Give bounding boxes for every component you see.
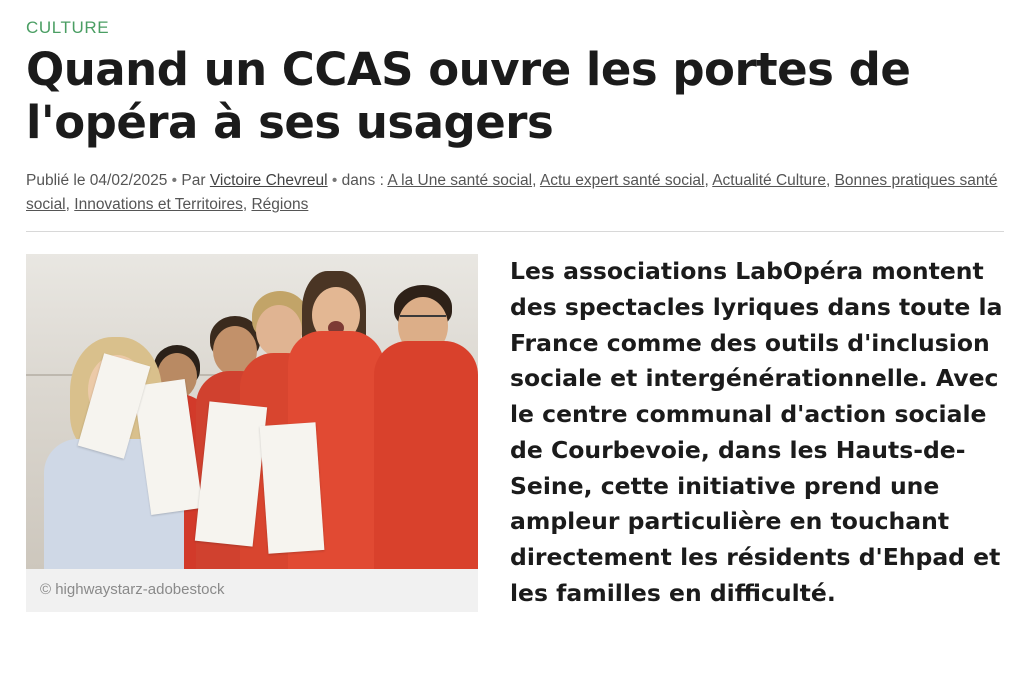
photo-credit: © highwaystarz-adobestock	[26, 569, 478, 612]
article-standfirst: Les associations LabOpéra montent des spectacles lyriques dans toute la France comme des outils d'inclusion sociale et intergénérationnelle. Avec le centre communal d'action sociale de Courbevoie, dans les Hauts-de-Seine, cette initiative prend une ampleur particulière en touchant directement les résidents d'Ehpad et les familles en difficulté.	[510, 257, 1003, 607]
category-link-0[interactable]: A la Une santé social	[387, 172, 533, 190]
comma-1: ,	[704, 172, 709, 190]
category-kicker[interactable]: CULTURE	[26, 18, 110, 37]
published-prefix: Publié le	[26, 172, 86, 190]
comma-0: ,	[532, 172, 537, 190]
photo-child-front-boy	[374, 279, 478, 569]
published-date: 04/02/2025	[89, 172, 168, 190]
article-figure	[26, 254, 478, 612]
photo-child-glasses	[400, 315, 446, 329]
by-label: Par	[181, 172, 206, 190]
article-meta	[26, 169, 1004, 217]
in-label: dans :	[341, 172, 384, 190]
meta-divider	[26, 231, 1004, 232]
comma-2: ,	[825, 172, 831, 190]
meta-bullet-1: •	[171, 172, 178, 190]
category-link-5[interactable]: Régions	[251, 196, 309, 214]
photo-child-body	[374, 341, 478, 569]
category-link-3[interactable]: Bonnes pratiques santé social	[26, 172, 998, 214]
children-choir-photo	[26, 254, 478, 569]
category-link-4[interactable]: Innovations et Territoires	[74, 196, 243, 214]
article-body	[26, 254, 1004, 612]
photo-sheet-3	[260, 423, 325, 555]
comma-4: ,	[242, 196, 248, 214]
author-link[interactable]: Victoire Chevreul	[209, 172, 328, 190]
page-title: Quand un CCAS ouvre les portes de l'opéra à ses usagers	[26, 43, 911, 149]
comma-3: ,	[65, 196, 70, 214]
category-link-1[interactable]: Actu expert santé social	[539, 172, 705, 190]
category-link-2[interactable]: Actualité Culture	[712, 172, 826, 190]
meta-bullet-2: •	[331, 172, 338, 190]
